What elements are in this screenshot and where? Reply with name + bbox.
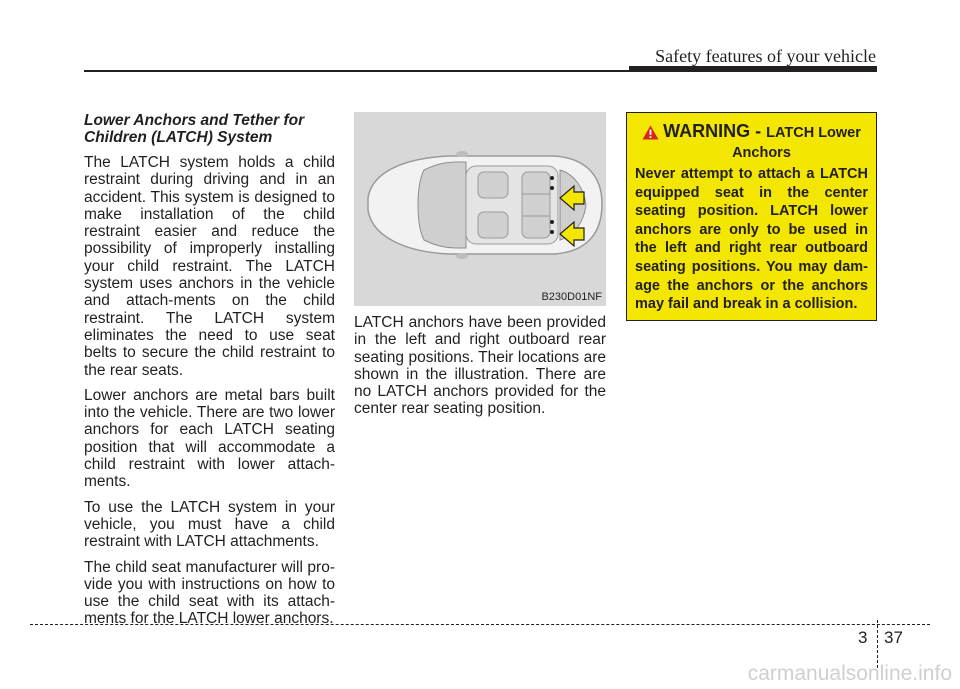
warning-body: Never attempt to attach a LATCH equipped seat in the center seating position. LATCH lower anchors are only to be used in the left and right rear outboard seating positions. You may dam-age the anchors or the anchors may fail and break in a collision.: [635, 166, 868, 313]
middle-column: [354, 112, 606, 426]
paragraph-3: To use the LATCH system in your vehicle, you must have a child restraint with LATCH attachments.: [84, 498, 335, 551]
paragraph-4: The child seat manufacturer will pro-vide you with instructions on how to use the child seat with its attach-ments for the LATCH lower anchors.: [84, 558, 335, 628]
warning-box: [626, 112, 877, 321]
header-title: Safety features of your vehicle: [655, 46, 876, 66]
footer-rule: [30, 624, 930, 625]
header-rule-accent: [629, 66, 877, 72]
header-rule: [84, 70, 629, 72]
warning-subject-1: LATCH Lower: [766, 125, 861, 141]
figure-caption: LATCH anchors have been provided in the left and right outboard rear seating positions. Their locations are shown in the illustration. There are no LATCH anchors provided for the center rear seating position.: [354, 314, 606, 418]
page-number: 37: [884, 628, 903, 647]
footer-divider: [877, 620, 878, 668]
paragraph-2: Lower anchors are metal bars built into the vehicle. There are two lower anchors for each LATCH seating position that will accommodate a child restraint with lower attach-ments.: [84, 386, 335, 491]
left-column: [84, 112, 335, 636]
warning-heading: [635, 122, 868, 145]
figure-code: B230D01NF: [541, 291, 602, 303]
warning-subject-2: Anchors: [732, 145, 791, 161]
car-latch-illustration: [354, 112, 606, 306]
watermark: carmanualsonline.info: [747, 662, 952, 685]
paragraph-1: The LATCH system holds a child restraint during driving and in an accident. This system is designed to make installation of the child restraint easier and reduce the possibility of improperly installing your child restraint. The LATCH system uses anchors in the vehicle and attach-ments on the child restraint. The LATCH system eliminates the need to use seat belts to secure the child restraint to the rear seats.: [84, 154, 335, 379]
warning-word: WARNING -: [663, 121, 767, 141]
chapter-number: 3: [858, 628, 868, 647]
section-title: Lower Anchors and Tether for Children (LATCH) System: [84, 112, 305, 146]
warning-triangle-icon: [642, 125, 659, 145]
right-column: [626, 112, 877, 321]
car-top-view-image: [354, 112, 606, 306]
